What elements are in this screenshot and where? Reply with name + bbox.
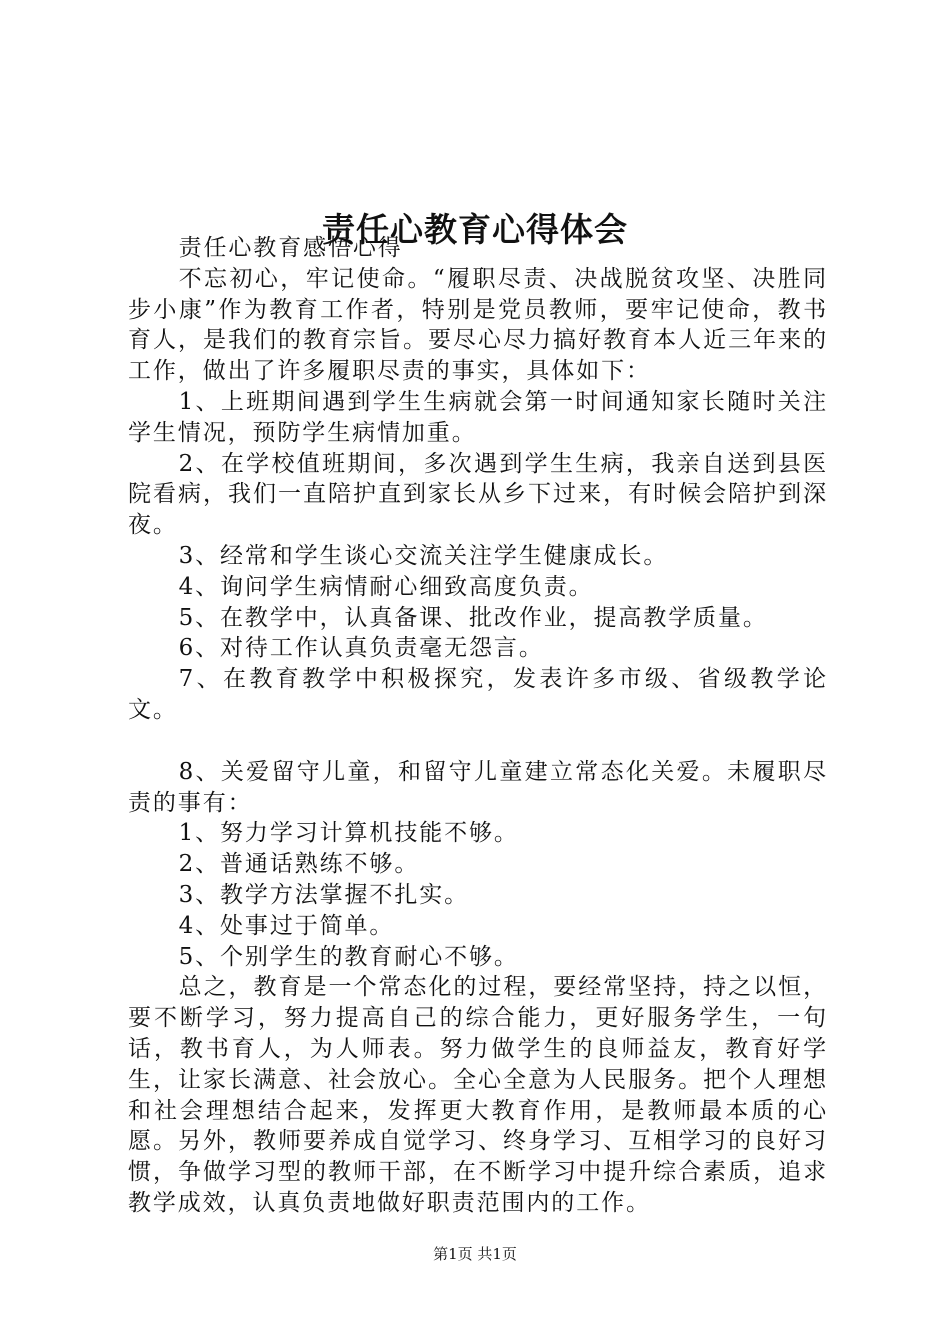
page-footer: 第1页 共1页 <box>433 1245 517 1263</box>
paragraph-shortfall-3: 3、教学方法掌握不扎实。 <box>178 881 470 908</box>
paragraph-item-1: 1、上班期间遇到学生生病就会第一时间通知家长随时关注学生情况，预防学生病情加重。 <box>128 388 828 446</box>
paragraph-shortfall-4: 4、处事过于简单。 <box>178 912 395 939</box>
paragraph-shortfall-2: 2、普通话熟练不够。 <box>178 851 420 878</box>
paragraph-shortfall-5: 5、个别学生的教育耐心不够。 <box>178 943 519 970</box>
document-body <box>128 233 828 1219</box>
paragraph-intro: 不忘初心，牢记使命。“履职尽责、决战脱贫攻坚、决胜同步小康”作为教育工作者，特别是党员教师，要牢记使命，教书育人，是我们的教育宗旨。要尽心尽力搞好教育本人近三年来的工作，做出了许多履职尽责的事实，具体如下： <box>128 265 828 385</box>
paragraph-subtitle: 责任心教育感悟心得 <box>178 235 403 261</box>
paragraph-shortfall-1: 1、努力学习计算机技能不够。 <box>178 820 519 847</box>
paragraph-item-4: 4、询问学生病情耐心细致高度负责。 <box>178 573 594 600</box>
paragraph-item-3: 3、经常和学生谈心交流关注学生健康成长。 <box>178 542 669 569</box>
paragraph-item-2: 2、在学校值班期间，多次遇到学生生病，我亲自送到县医院看病，我们一直陪护直到家长从乡下过来，有时候会陪护到深夜。 <box>128 450 828 539</box>
paragraph-item-8: 8、关爱留守儿童，和留守儿童建立常态化关爱。未履职尽责的事有： <box>128 758 828 816</box>
paragraph-conclusion: 总之，教育是一个常态化的过程，要经常坚持，持之以恒，要不断学习，努力提高自己的综合能力，更好服务学生，一句话，教书育人，为人师表。努力做学生的良师益友，教育好学生，让家长满意、社会放心。全心全意为人民服务。把个人理想和社会理想结合起来，发挥更大教育作用，是教师最本质的心愿。另外，教师要养成自觉学习、终身学习、互相学习的良好习惯，争做学习型的教师干部，在不断学习中提升综合素质，追求教学成效，认真负责地做好职责范围内的工作。 <box>128 974 828 1216</box>
paragraph-item-7: 7、在教育教学中积极探究，发表许多市级、省级教学论文。 <box>128 666 828 723</box>
paragraph-item-6: 6、对待工作认真负责毫无怨言。 <box>178 635 544 662</box>
document-title: 责任心教育心得体会 <box>322 210 628 250</box>
paragraph-item-5: 5、在教学中，认真备课、批改作业，提高教学质量。 <box>178 604 768 631</box>
